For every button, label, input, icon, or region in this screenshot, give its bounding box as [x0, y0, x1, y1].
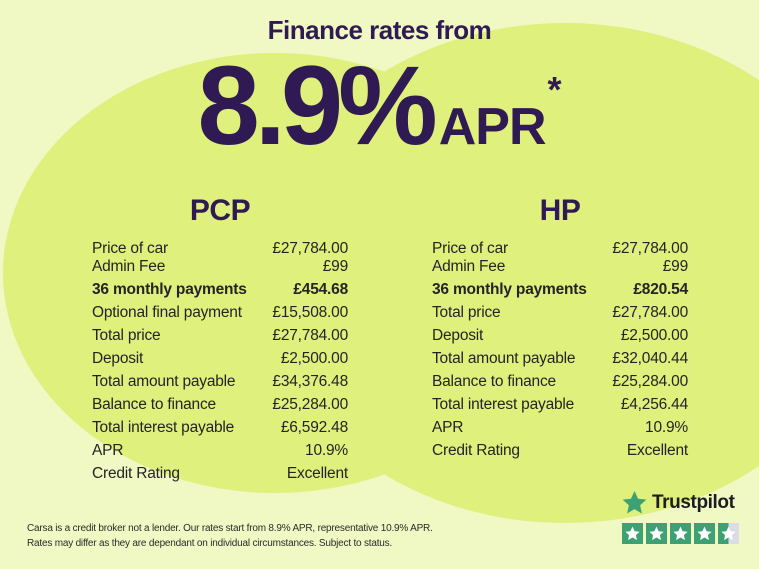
- row-label: Price of car: [92, 240, 168, 257]
- row-label: Total price: [432, 304, 501, 321]
- row-value: £27,784.00: [272, 240, 348, 257]
- finance-row: [92, 281, 348, 299]
- hp-column-title: HP: [539, 194, 581, 227]
- row-value: £27,784.00: [612, 240, 688, 257]
- finance-row: [432, 350, 688, 368]
- hp-table: [432, 240, 688, 460]
- rate-apr-label: APR: [438, 98, 546, 156]
- finance-row: [92, 419, 348, 437]
- row-value: £454.68: [293, 281, 348, 298]
- rating-star-icon: [694, 523, 715, 544]
- row-label: Price of car: [432, 240, 508, 257]
- trustpilot-badge[interactable]: [622, 490, 739, 544]
- finance-row: [432, 419, 688, 437]
- finance-row: [432, 304, 688, 322]
- finance-row: [92, 465, 348, 483]
- pcp-column-title: PCP: [189, 194, 251, 227]
- rating-star-icon: [622, 523, 643, 544]
- finance-row: [92, 304, 348, 322]
- finance-row: [432, 281, 688, 299]
- finance-row: [432, 442, 688, 460]
- row-value: £99: [322, 258, 348, 275]
- row-value: £99: [662, 258, 688, 275]
- row-value: 10.9%: [305, 442, 348, 459]
- headline-rate: [0, 43, 759, 168]
- row-value: £32,040.44: [612, 350, 688, 367]
- finance-row: [432, 258, 688, 276]
- row-label: Total amount payable: [92, 373, 236, 390]
- finance-row: [432, 373, 688, 391]
- row-label: 36 monthly payments: [92, 281, 247, 298]
- trustpilot-logo: [622, 490, 739, 515]
- finance-row: [92, 240, 348, 258]
- legal-disclaimer: [27, 521, 433, 551]
- rate-value: 8.9%: [197, 43, 433, 168]
- row-value: £6,592.48: [280, 419, 348, 436]
- row-value: £4,256.44: [620, 396, 688, 413]
- row-value: £27,784.00: [272, 327, 348, 344]
- rating-star-icon: [646, 523, 667, 544]
- row-value: Excellent: [286, 465, 348, 482]
- row-label: Total interest payable: [92, 419, 235, 436]
- row-label: APR: [432, 419, 464, 436]
- row-label: 36 monthly payments: [432, 281, 587, 298]
- finance-row: [432, 240, 688, 258]
- row-value: £25,284.00: [612, 373, 688, 390]
- finance-row: [92, 442, 348, 460]
- row-value: £27,784.00: [612, 304, 688, 321]
- row-label: Deposit: [92, 350, 144, 367]
- finance-row: [92, 327, 348, 345]
- row-value: £15,508.00: [272, 304, 348, 321]
- trustpilot-wordmark: Trustpilot: [652, 491, 735, 513]
- row-value: £34,376.48: [272, 373, 348, 390]
- row-value: £25,284.00: [272, 396, 348, 413]
- row-label: Admin Fee: [432, 258, 506, 275]
- row-label: Credit Rating: [92, 465, 180, 482]
- trustpilot-rating-4-5: [622, 523, 739, 544]
- row-label: Balance to finance: [432, 373, 556, 390]
- rating-half-star-icon: [718, 523, 739, 544]
- row-label: Total interest payable: [432, 396, 575, 413]
- pcp-table: [92, 240, 348, 483]
- trustpilot-star-icon: [622, 490, 647, 515]
- row-label: Deposit: [432, 327, 484, 344]
- banner-title: Finance rates from: [267, 15, 492, 45]
- pcp-column: [92, 195, 348, 488]
- row-label: Admin Fee: [92, 258, 166, 275]
- rating-star-icon: [670, 523, 691, 544]
- disclaimer-line-2: Rates may differ as they are dependant on individual circumstances. Subject to status.: [27, 538, 393, 549]
- finance-row: [92, 258, 348, 276]
- hp-column: [432, 195, 688, 465]
- row-label: Total amount payable: [432, 350, 576, 367]
- row-label: Optional final payment: [92, 304, 242, 321]
- finance-row: [92, 350, 348, 368]
- row-label: Balance to finance: [92, 396, 216, 413]
- row-value: £2,500.00: [620, 327, 688, 344]
- row-value: £2,500.00: [280, 350, 348, 367]
- row-value: Excellent: [626, 442, 688, 459]
- finance-row: [432, 327, 688, 345]
- rate-asterisk: *: [547, 69, 562, 110]
- row-label: Credit Rating: [432, 442, 520, 459]
- row-label: Total price: [92, 327, 161, 344]
- row-value: 10.9%: [645, 419, 688, 436]
- disclaimer-line-1: Carsa is a credit broker not a lender. Our rates start from 8.9% APR, representative 10.9% APR.: [27, 523, 433, 534]
- finance-row: [432, 396, 688, 414]
- finance-row: [92, 373, 348, 391]
- finance-row: [92, 396, 348, 414]
- row-label: APR: [92, 442, 124, 459]
- row-value: £820.54: [633, 281, 688, 298]
